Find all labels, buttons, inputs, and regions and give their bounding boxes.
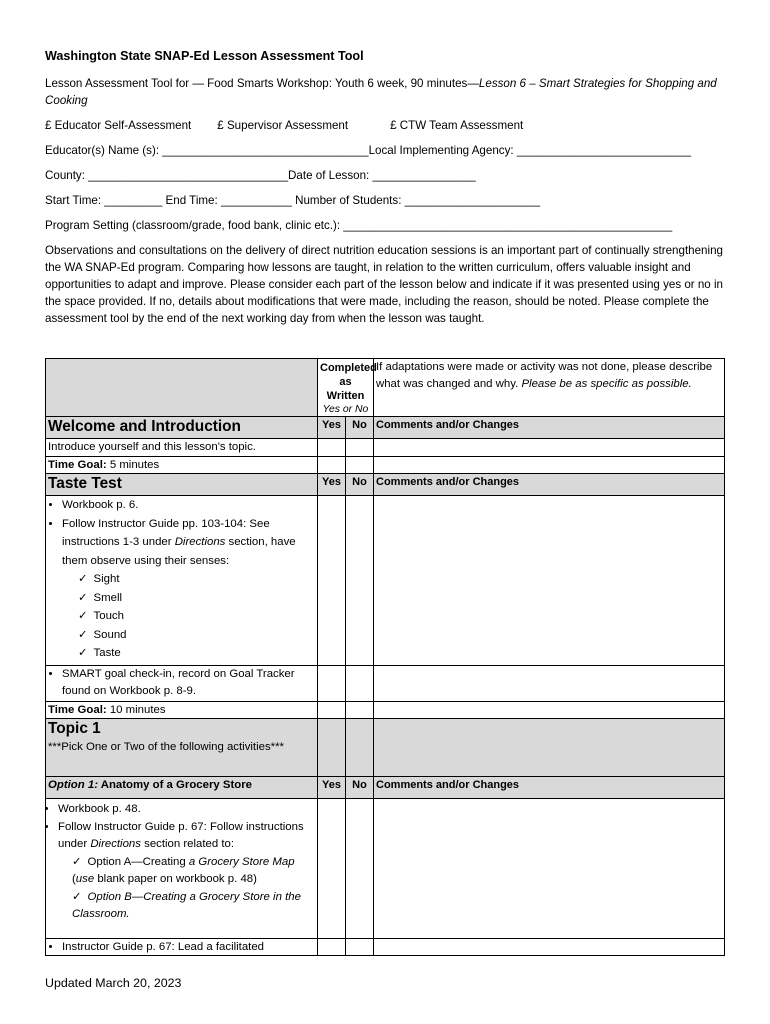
yes-header: Yes xyxy=(318,417,346,439)
list-item: • Workbook p. 48. xyxy=(58,801,315,819)
topic-1-note: ***Pick One or Two of the following activities*** xyxy=(48,741,284,753)
welcome-time-comments-cell[interactable] xyxy=(374,457,725,474)
welcome-no-cell[interactable] xyxy=(346,439,374,457)
adaptation-header: If adaptations were made or activity was not done, please describe what was changed and why. Please be as specific as possible. xyxy=(374,359,725,417)
comments-header: Comments and/or Changes xyxy=(374,777,725,799)
document-title: Washington State SNAP-Ed Lesson Assessment Tool xyxy=(45,49,364,63)
welcome-comments-cell[interactable] xyxy=(374,439,725,457)
topic-1-comments-cell xyxy=(374,719,725,777)
smart-yes-cell[interactable] xyxy=(318,666,346,702)
supervisor-assessment-option[interactable]: £ Supervisor Assessment xyxy=(217,119,349,132)
county-field[interactable]: County: _______________________________Date of Lesson: ________________ xyxy=(45,169,476,182)
sense-smell: ✓ Smell xyxy=(78,589,315,608)
topic-1-no-cell xyxy=(346,719,374,777)
welcome-time-no-cell[interactable] xyxy=(346,457,374,474)
educator-self-assessment-option[interactable]: £ Educator Self-Assessment xyxy=(45,119,192,132)
sense-taste: ✓ Taste xyxy=(78,644,315,663)
sense-touch: ✓ Touch xyxy=(78,607,315,626)
updated-date-footer: Updated March 20, 2023 xyxy=(45,976,182,990)
comments-header: Comments and/or Changes xyxy=(374,474,725,496)
taste-yes-cell[interactable] xyxy=(318,496,346,666)
comments-header: Comments and/or Changes xyxy=(374,417,725,439)
smart-comments-cell[interactable] xyxy=(374,666,725,702)
taste-test-section-title: Taste Test xyxy=(46,474,318,496)
option-1-yes-cell[interactable] xyxy=(318,799,346,939)
no-header: No xyxy=(346,474,374,496)
ctw-team-assessment-option[interactable]: £ CTW Team Assessment xyxy=(390,119,524,132)
assessment-table xyxy=(45,358,725,956)
welcome-section-title: Welcome and Introduction xyxy=(46,417,318,439)
header-blank-cell xyxy=(46,359,318,417)
taste-time-no-cell[interactable] xyxy=(346,702,374,719)
assessment-type-row xyxy=(45,117,725,134)
list-item: • Workbook p. 6. xyxy=(62,496,315,515)
taste-time-goal: Time Goal: 10 minutes xyxy=(46,702,318,719)
welcome-time-yes-cell[interactable] xyxy=(318,457,346,474)
list-item: • Follow Instructor Guide p. 67: Follow instructions under Directions section related to: xyxy=(58,819,315,854)
program-setting-field[interactable]: Program Setting (classroom/grade, food bank, clinic etc.): ___________________________________________________ xyxy=(45,219,673,232)
smart-goal-step: • SMART goal check-in, record on Goal Tracker found on Workbook p. 8-9. xyxy=(46,666,318,702)
option-1-title: Option 1: Anatomy of a Grocery Store xyxy=(46,777,318,799)
option-1-comments-cell[interactable] xyxy=(374,799,725,939)
taste-no-cell[interactable] xyxy=(346,496,374,666)
option-a-item: ✓ Option A—Creating a Grocery Store Map (use blank paper on workbook p. 48) xyxy=(72,854,315,889)
taste-test-steps xyxy=(46,496,318,666)
topic-1-section: Topic 1 ***Pick One or Two of the following activities*** xyxy=(46,719,318,777)
yes-header: Yes xyxy=(318,777,346,799)
option-1-no-cell[interactable] xyxy=(346,799,374,939)
no-header: No xyxy=(346,417,374,439)
option-b-item: ✓ Option B—Creating a Grocery Store in the Classroom. xyxy=(72,889,315,924)
welcome-yes-cell[interactable] xyxy=(318,439,346,457)
facilitated-yes-cell[interactable] xyxy=(318,939,346,956)
welcome-time-goal: Time Goal: 5 minutes xyxy=(46,457,318,474)
taste-time-yes-cell[interactable] xyxy=(318,702,346,719)
completed-header: Completed as Written Yes or No xyxy=(318,359,374,417)
educator-name-field[interactable]: Educator(s) Name (s): ________________________________Local Implementing Agency: ___________________________ xyxy=(45,144,691,157)
sense-sight: ✓ Sight xyxy=(78,570,315,589)
instructions-paragraph: Observations and consultations on the delivery of direct nutrition education sessions is an important part of continually strengthening the WA SNAP-Ed program. Comparing how lessons are taught, in relation to the written curriculum, offers valuable insight and opportunities to adapt and improve. Please consider each part of the lesson below and indicate if it was presented using yes or no in the space provided. If no, details about modifications that were made, including the reason, should be noted. Please complete the assessment tool by the end of the next working day from when the lesson was taught. xyxy=(45,244,724,325)
topic-1-yes-cell xyxy=(318,719,346,777)
taste-time-comments-cell[interactable] xyxy=(374,702,725,719)
taste-comments-cell[interactable] xyxy=(374,496,725,666)
no-header: No xyxy=(346,777,374,799)
yes-header: Yes xyxy=(318,474,346,496)
facilitated-no-cell[interactable] xyxy=(346,939,374,956)
option-1-steps xyxy=(46,799,318,939)
smart-no-cell[interactable] xyxy=(346,666,374,702)
sense-sound: ✓ Sound xyxy=(78,626,315,645)
time-field[interactable]: Start Time: _________ End Time: ___________ Number of Students: _____________________ xyxy=(45,194,541,207)
lesson-subtitle: Lesson Assessment Tool for — Food Smarts Workshop: Youth 6 week, 90 minutes—Lesson 6 – Smart Strategies for Shopping and Cooking xyxy=(45,77,717,107)
document-page xyxy=(45,48,725,327)
list-item: • Follow Instructor Guide pp. 103-104: See instructions 1-3 under Directions section, have them observe using their senses: xyxy=(62,515,315,571)
welcome-item: Introduce yourself and this lesson's topic. xyxy=(46,439,318,457)
facilitated-comments-cell[interactable] xyxy=(374,939,725,956)
facilitated-step: • Instructor Guide p. 67: Lead a facilitated xyxy=(46,939,318,956)
